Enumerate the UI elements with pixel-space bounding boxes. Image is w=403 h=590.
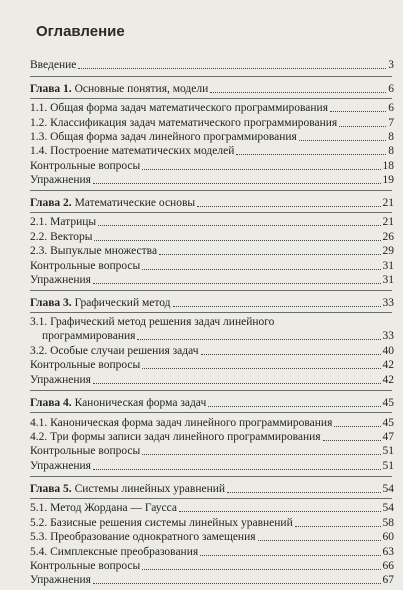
leader-dots — [227, 491, 380, 493]
entry-page: 45 — [382, 417, 394, 429]
leader-dots — [197, 205, 380, 207]
chapter-label: Глава 4. — [30, 397, 72, 409]
entry-title: программирования — [42, 330, 136, 342]
entry-page: 3 — [388, 59, 394, 71]
entry-page: 19 — [382, 174, 394, 186]
entry-title: 1.3. Общая форма задач линейного программирования — [30, 131, 297, 143]
entry-title: Введение — [30, 59, 77, 71]
chapter-title: Каноническая форма задач — [74, 397, 207, 409]
leader-dots — [93, 382, 381, 384]
entry-title: 5.4. Симплексные преобразования — [30, 546, 199, 558]
chapter-heading-2 — [30, 196, 394, 210]
toc-entry — [30, 373, 394, 387]
leader-dots — [142, 453, 380, 455]
entry-page: 54 — [382, 483, 394, 495]
entry-page: 6 — [388, 83, 394, 95]
toc-entry — [30, 358, 394, 372]
leader-dots — [330, 110, 386, 112]
leader-dots — [137, 338, 380, 340]
leader-dots — [295, 525, 381, 527]
entry-page: 8 — [388, 145, 394, 157]
entry-title: 1.2. Классификация задач математического программирования — [30, 117, 338, 129]
entry-page: 31 — [382, 274, 394, 286]
leader-dots — [93, 468, 381, 470]
divider — [30, 412, 392, 413]
toc-entry — [30, 144, 394, 158]
toc-entry — [30, 259, 394, 273]
entry-page: 66 — [382, 560, 394, 572]
leader-dots — [142, 568, 380, 570]
chapter-label: Глава 3. — [30, 297, 72, 309]
toc-entry — [30, 459, 394, 473]
entry-title-line1: 3.1. Графический метод решения задач линейного — [30, 316, 275, 328]
entry-page: 21 — [382, 197, 394, 209]
toc-entry — [30, 559, 394, 573]
entry-title: 3.2. Особые случаи решения задач — [30, 345, 199, 357]
entry-title: 1.4. Построение математических моделей — [30, 145, 235, 157]
entry-title: 5.2. Базисные решения системы линейных уравнений — [30, 517, 293, 529]
toc-entry — [30, 501, 394, 515]
entry-page: 8 — [388, 131, 394, 143]
entry-page: 7 — [388, 117, 394, 129]
chapter-title: Графический метод — [74, 297, 171, 309]
toc-heading: Оглавление — [36, 23, 125, 40]
divider — [30, 76, 392, 77]
toc-entry — [30, 230, 394, 244]
entry-page: 18 — [382, 160, 394, 172]
entry-page: 42 — [382, 374, 394, 386]
leader-dots — [334, 425, 380, 427]
entry-page: 21 — [382, 216, 394, 228]
toc-entry — [30, 329, 394, 343]
chapter-title: Основные понятия, модели — [74, 83, 209, 95]
entry-page: 26 — [382, 231, 394, 243]
toc-entry — [30, 344, 394, 358]
entry-title: 1.1. Общая форма задач математического программирования — [30, 102, 328, 114]
toc-entry-intro — [30, 58, 394, 72]
leader-dots — [142, 367, 380, 369]
entry-page: 47 — [382, 431, 394, 443]
leader-dots — [323, 439, 381, 441]
leader-dots — [98, 224, 380, 226]
entry-page: 33 — [382, 297, 394, 309]
leader-dots — [78, 67, 386, 69]
divider — [30, 212, 392, 213]
chapter-title: Математические основы — [74, 197, 196, 209]
toc-entry — [30, 545, 394, 559]
chapter-heading-1 — [30, 82, 394, 96]
leader-dots — [173, 305, 381, 307]
toc-entry — [30, 516, 394, 530]
leader-dots — [339, 125, 386, 127]
entry-page: 63 — [382, 546, 394, 558]
entry-title: 5.3. Преобразование однократного замещения — [30, 531, 256, 543]
chapter-heading-3 — [30, 296, 394, 310]
leader-dots — [258, 539, 381, 541]
toc-entry — [30, 444, 394, 458]
entry-page: 51 — [382, 460, 394, 472]
divider — [30, 312, 392, 313]
leader-dots — [210, 91, 386, 93]
entry-title: Контрольные вопросы — [30, 260, 141, 272]
entry-title: 2.1. Матрицы — [30, 216, 97, 228]
entry-title: 5.1. Метод Жордана — Гаусса — [30, 502, 177, 514]
entry-title: Упражнения — [30, 374, 91, 386]
chapter-label: Глава 5. — [30, 483, 72, 495]
entry-page: 29 — [382, 245, 394, 257]
entry-page: 31 — [382, 260, 394, 272]
divider — [30, 290, 392, 291]
divider — [30, 476, 392, 477]
entry-title: Контрольные вопросы — [30, 445, 141, 457]
entry-title: 4.2. Три формы записи задач линейного программирования — [30, 431, 321, 443]
entry-title: 4.1. Каноническая форма задач линейного программирования — [30, 417, 333, 429]
toc-entry — [30, 173, 394, 187]
divider — [30, 190, 392, 191]
entry-page: 67 — [382, 574, 394, 586]
leader-dots — [93, 582, 381, 584]
toc-entry — [30, 215, 394, 229]
leader-dots — [142, 168, 380, 170]
leader-dots — [179, 510, 381, 512]
entry-page: 51 — [382, 445, 394, 457]
entry-title: Упражнения — [30, 174, 91, 186]
entry-title: Упражнения — [30, 574, 91, 586]
entry-title: 2.2. Векторы — [30, 231, 93, 243]
toc-entry — [30, 244, 394, 258]
entry-title: Контрольные вопросы — [30, 359, 141, 371]
chapter-heading-4 — [30, 396, 394, 410]
entry-page: 60 — [382, 531, 394, 543]
leader-dots — [236, 153, 386, 155]
entry-page: 54 — [382, 502, 394, 514]
chapter-title: Системы линейных уравнений — [74, 483, 226, 495]
toc-entry — [30, 416, 394, 430]
divider — [30, 498, 392, 499]
leader-dots — [208, 405, 380, 407]
entry-title: Упражнения — [30, 460, 91, 472]
chapter-label: Глава 1. — [30, 83, 72, 95]
leader-dots — [142, 268, 380, 270]
toc-entry — [30, 573, 394, 587]
leader-dots — [93, 182, 381, 184]
toc-entry — [30, 159, 394, 173]
entry-page: 58 — [382, 517, 394, 529]
toc-entry — [30, 130, 394, 144]
entry-title: 2.3. Выпуклые множества — [30, 245, 158, 257]
divider — [30, 390, 392, 391]
entry-page: 42 — [382, 359, 394, 371]
entry-title: Контрольные вопросы — [30, 560, 141, 572]
chapter-heading-5 — [30, 482, 394, 496]
leader-dots — [159, 253, 380, 255]
leader-dots — [201, 353, 381, 355]
toc-entry — [30, 430, 394, 444]
entry-page: 6 — [388, 102, 394, 114]
entry-page: 40 — [382, 345, 394, 357]
toc-entry — [30, 530, 394, 544]
leader-dots — [93, 282, 381, 284]
entry-page: 33 — [382, 330, 394, 342]
leader-dots — [94, 239, 380, 241]
leader-dots — [200, 554, 380, 556]
toc-entry — [30, 101, 394, 115]
entry-title: Контрольные вопросы — [30, 160, 141, 172]
toc-entry — [30, 116, 394, 130]
entry-page: 45 — [382, 397, 394, 409]
toc-entry — [30, 273, 394, 287]
divider — [30, 98, 392, 99]
chapter-label: Глава 2. — [30, 197, 72, 209]
leader-dots — [299, 139, 386, 141]
entry-title: Упражнения — [30, 274, 91, 286]
